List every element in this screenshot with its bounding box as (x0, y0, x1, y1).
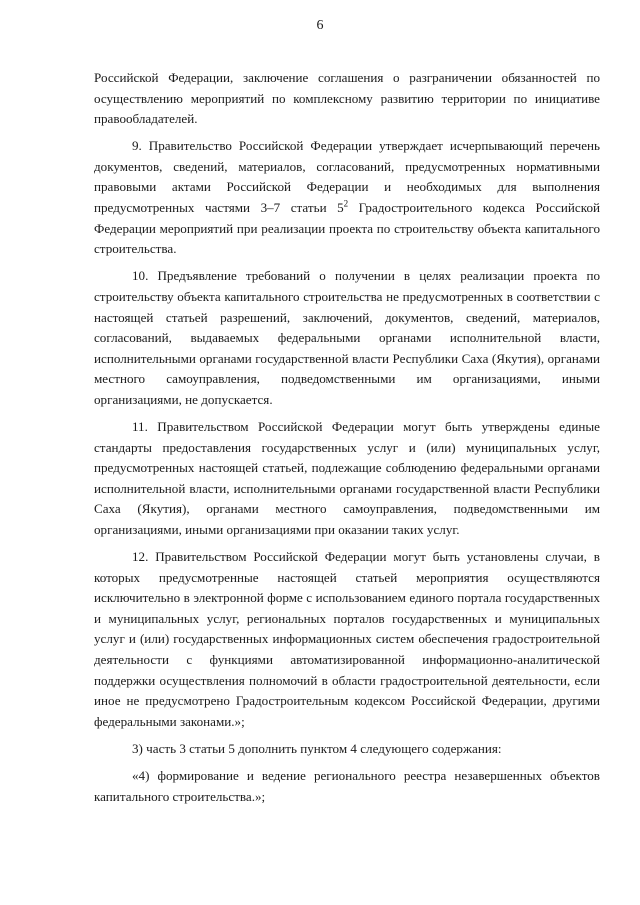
paragraph-continuation: Российской Федерации, заключение соглашения о разграничении обязанностей по осуществлению мероприятий по комплексному развитию территории по инициативе правообладателей. (94, 70, 600, 127)
paragraph-11: 11. Правительством Российской Федерации могут быть утверждены единые стандарты предоставления государственных услуг и (или) муниципальных услуг, предусмотренных настоящей статьей, подлежащие соблюдению федеральными органами исполнительной власти, исполнительными органами государственной власти Республики Саха (Якутия), органами местного самоуправления, подведомственными им организациями, иными организациями при оказании таких услуг. (94, 419, 600, 537)
paragraph-item-4: «4) формирование и ведение регионального реестра незавершенных объектов капитального строительства.»; (94, 768, 600, 804)
page-number: 6 (316, 18, 324, 33)
paragraph-12: 12. Правительством Российской Федерации могут быть установлены случаи, в которых предусмотренные настоящей статьей мероприятия осуществляются исключительно в электронной форме с использованием единого портала государственных и муниципальных услуг, региональных порталов государственных и муниципальных услуг и (или) государственных информационных систем обеспечения градостроительной деятельности с функциями автоматизированной информационно-аналитической поддержки осуществления полномочий в области градостроительной деятельности, если иное не предусмотрено Градостроительным кодексом Российской Федерации, другими федеральными законами.»; (94, 549, 600, 729)
paragraph-9-superscript: 2 (343, 198, 349, 209)
document-body (94, 68, 600, 814)
paragraph-9-text-after: Градостроительного кодекса Российской Федерации мероприятий при реализации проекта по строительству объекта капитального строительства. (94, 200, 600, 257)
paragraph-item-3: 3) часть 3 статьи 5 дополнить пунктом 4 следующего содержания: (132, 740, 502, 756)
paragraph-9 (94, 136, 600, 260)
paragraph-10: 10. Предъявление требований о получении в целях реализации проекта по строительству объекта капитального строительства не предусмотренных в соответствии с настоящей статьей разрешений, заключений, документов, сведений, материалов, согласований, выдаваемых федеральными органами исполнительной власти, исполнительными органами государственной власти Республики Саха (Якутия), органами местного самоуправления, подведомственными им организациями, иными организациями, не допускается. (94, 268, 600, 407)
paragraph-9-text-before: 9. Правительство Российской Федерации утверждает исчерпывающий перечень документов, сведений, материалов, согласований, предусмотренных нормативными правовыми актами Российской Федерации и необходимых для выполнения предусмотренных частями 3–7 статьи 5 (94, 138, 600, 216)
